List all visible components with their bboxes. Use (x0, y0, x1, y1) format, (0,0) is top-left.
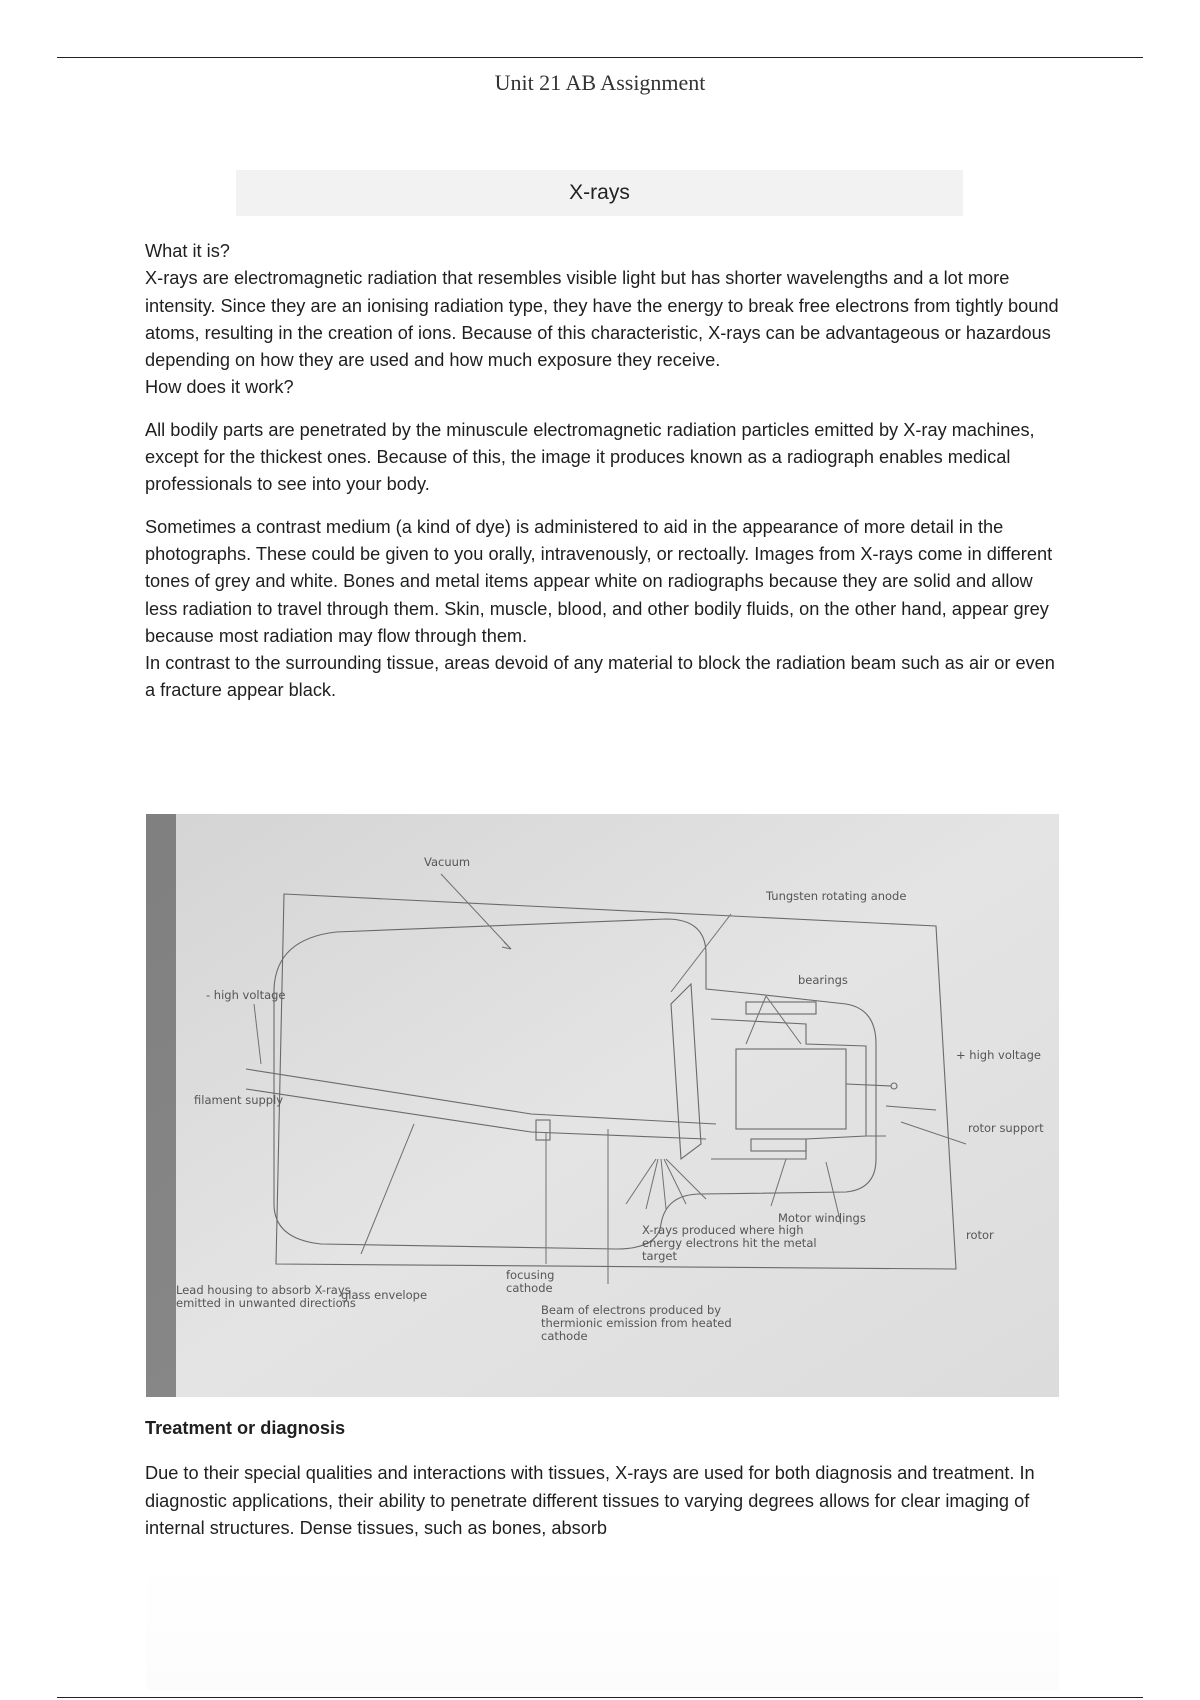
question-what: What it is? (145, 241, 230, 261)
label-focusing-box (506, 1269, 596, 1303)
label-xrays-box (642, 1224, 822, 1284)
label-vacuum: Vacuum (424, 855, 471, 869)
label-tungsten: Tungsten rotating anode (766, 889, 907, 903)
label-housing: Lead housing to absorb X-rays emitted in unwanted directions (176, 1284, 356, 1310)
section-title: X-rays (236, 170, 963, 216)
table-edge (146, 814, 176, 1397)
label-rotor-support: rotor support (968, 1121, 1044, 1135)
main-content (145, 238, 1060, 705)
label-negative-hv: - high voltage (206, 988, 286, 1002)
paragraph-definition: X-rays are electromagnetic radiation that resembles visible light but has shorter wavelengths and a lot more intensity. Since they are an ionising radiation type, they have the energy to break free electrons from tightly bound atoms, resulting in the creation of ions. Because of this characteristic, X-rays can be advantageous or hazardous depending on how they are used and how much exposure they receive. (145, 268, 1059, 371)
question-how: How does it work? (145, 377, 294, 398)
treatment-section (145, 1415, 1060, 1542)
paragraph-black-areas: In contrast to the surrounding tissue, areas devoid of any material to block the radiation beam such as air or even a fracture appear black. (145, 653, 1055, 701)
top-rule (57, 57, 1143, 58)
label-focusing: focusing cathode (506, 1269, 555, 1295)
label-positive-hv: + high voltage (956, 1048, 1041, 1062)
xray-tube-sketch (146, 814, 1059, 1397)
label-bearings: bearings (798, 973, 848, 987)
page-header: Unit 21 AB Assignment (494, 70, 706, 95)
label-beam-box (541, 1304, 751, 1354)
treatment-heading: Treatment or diagnosis (145, 1418, 346, 1438)
treatment-paragraph: Due to their special qualities and interactions with tissues, X-rays are used for both diagnosis and treatment. In diagnostic applications, their ability to penetrate different tissues to varying degrees allows for clear imaging of internal structures. Dense tissues, such as bones, absorb (145, 1463, 1035, 1538)
sketch-svg (146, 814, 1059, 1397)
bottom-rule (57, 1697, 1143, 1698)
label-housing-box (176, 1284, 356, 1354)
label-motor: Motor windings (778, 1211, 866, 1225)
label-filament: filament supply (194, 1093, 284, 1107)
paragraph-penetration: All bodily parts are penetrated by the minuscule electromagnetic radiation particles emitted by X-ray machines, except for the thickest ones. Because of this, the image it produces known as a radiograph enables medical professionals to see into your body. (145, 419, 1035, 495)
label-xrays: X-rays produced where high energy electrons hit the metal target (642, 1224, 817, 1263)
label-glass: glass envelope (341, 1288, 428, 1302)
paragraph-contrast: Sometimes a contrast medium (a kind of dye) is administered to aid in the appearance of more detail in the photographs. These could be given to you orally, intravenously, or rectoally. Images from X-rays come in different tones of grey and white. Bones and metal items appear white on radiographs because they are solid and allow less radiation to travel through them. Skin, muscle, blood, and other bodily fluids, on the other hand, appear grey because most radiation may flow through them. (145, 516, 1053, 646)
page-footer-area (146, 1560, 1059, 1690)
label-beam: Beam of electrons produced by thermionic emission from heated cathode (541, 1304, 732, 1343)
label-rotor: rotor (966, 1228, 994, 1242)
